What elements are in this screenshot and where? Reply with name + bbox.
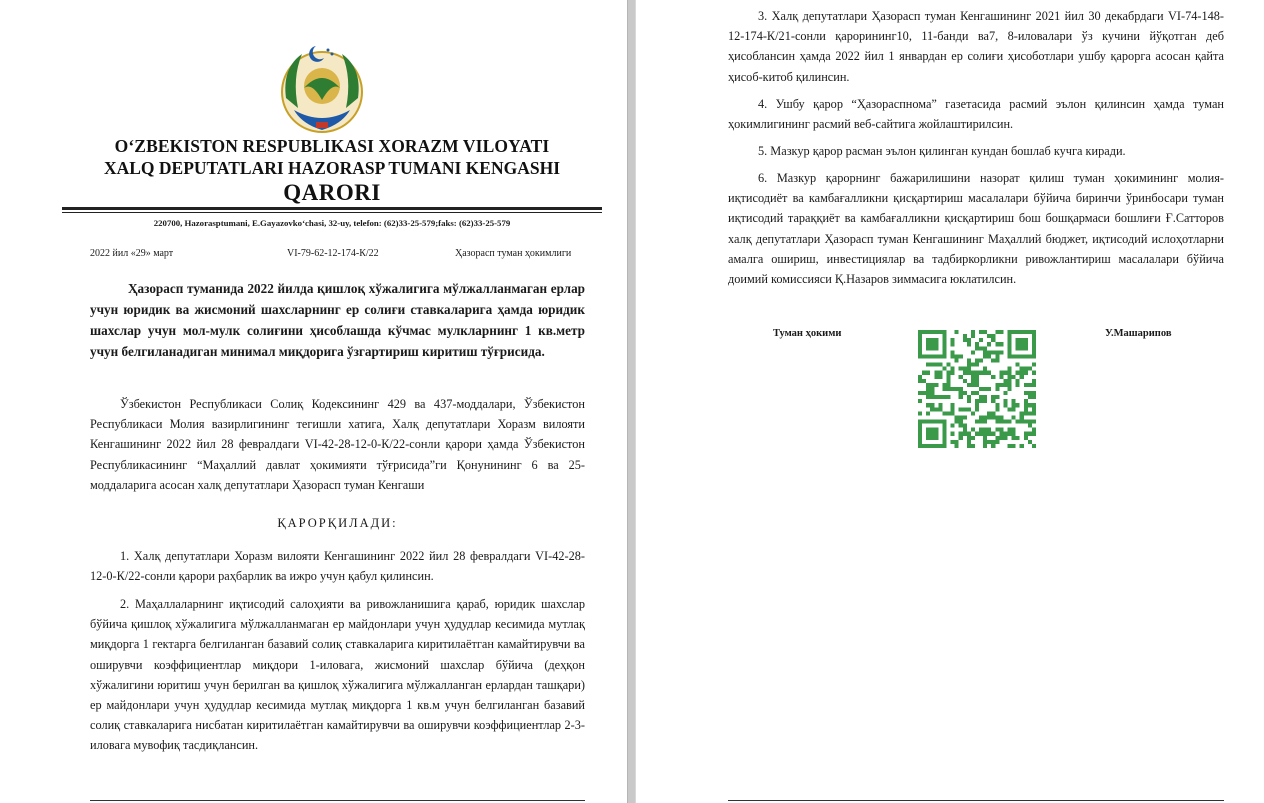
item-5-paragraph: 5. Мазкур қарор расман эълон қилинган кундан бошлаб кучга киради.: [758, 144, 1126, 158]
decision-number: VI-79-62-12-174-К/22: [287, 248, 379, 259]
header-divider: [62, 207, 602, 210]
document-page-right: [636, 0, 1264, 803]
item-1-paragraph: 1. Халқ депутатлари Хоразм вилояти Кенгашининг 2022 йил 28 февралдаги VI-42-28-12-0-К/22-сонли қарори раҳбарлик ва ижро учун қабул қилинсин.: [90, 549, 585, 584]
preamble-paragraph: Ўзбекистон Республикаси Солиқ Кодексининг 429 ва 437-моддалари, Ўзбекистон Республикаси Молия вазирлигининг тегишли хатига, Халқ депутатлари Хоразм вилояти Кенгашининг 2022 йил 28 февралдаги VI-42-28-12-0-К/22-сонли қарори ҳамда Ўзбекистон Республикасининг “Маҳаллий давлат ҳокимияти тўғрисида”ги Қонунининг 6 ва 25-моддаларига асосан халқ депутатлари Ҳазорасп туман Кенгаши: [90, 397, 585, 492]
item-6-paragraph: 6. Мазкур қарорнинг бажарилишини назорат қилиш туман ҳокимининг молия-иқтисодиёт ва камбағалликни қисқартириш масалалари бўйича биринчи ўринбосари туман иқтисодий тараққиёт ва камбағалликни қисқартириш бош бошқармаси бошлиғи Ғ.Сатторов халқ депутатлари Ҳазорасп туман Кенгашининг Маҳаллий бюджет, иқтисодий ислоҳотларни амалга ошириш, инвестициялар ва тадбиркорликни ривожлантириш масалалари бўйича доимий комиссияси Қ.Назаров зиммасига юклатилсин.: [728, 171, 1224, 287]
header-council: XALQ DEPUTATLARI HAZORASP TUMANI KENGASHI: [103, 158, 561, 178]
item-3-paragraph: 3. Халқ депутатлари Ҳазорасп туман Кенгашининг 2021 йил 30 декабрдаги VI-74-148-12-174-К/21-сонли қарорининг10, 11-банди ва7, 8-иловалари ўз кучини йўқотган деб ҳисоблансин ҳамда 2022 йил 1 январдан ер солиғи ҳисоботлари ушбу қарорга асосан қайта ҳисоб-китоб қилинсин.: [728, 9, 1224, 84]
signature-title: Туман ҳокими: [773, 328, 842, 339]
item-4-paragraph: 4. Ушбу қарор “Ҳазораспнома” газетасида расмий эълон қилинсин ҳамда туман ҳокимлигининг расмий веб-сайтига жойлаштирилсин.: [728, 97, 1224, 132]
page-gutter: [627, 0, 636, 803]
header-divider-thin: [62, 212, 602, 213]
header-decision: QARORI: [283, 180, 381, 205]
signature-name: У.Машарипов: [1105, 328, 1172, 339]
decision-place: Ҳазорасп туман ҳокимлиги: [455, 248, 572, 259]
item-2-paragraph: 2. Маҳаллаларнинг иқтисодий салоҳияти ва ривожланишига қараб, юридик шахслар бўйича қишлоқ хўжалигига мўлжалланмаган ер майдонлари учун ҳудудлар кесимида мутлақ миқдорга 1 гектарга белгиланган базавий солиқ ставкаларига киритилаётган камайтирувчи ва оширувчи коэффициентлар миқдори 1-иловага, жисмоний шахслар бўйича (деҳқон хўжалигини юритиш учун берилган ва қишлоқ хўжалигига мўлжалланган ерлардан ташқари) ер майдонлари учун ҳудудлар кесимида мутлақ миқдорга 1 кв.м учун белгиланган базавий солиқ ставкаларига нисбатан киритилаётган камайтирувчи ва оширувчи коэффициентлар 2-3-иловага мувофиқ тасдиқлансин.: [90, 597, 585, 753]
document-title: Ҳазорасп туманида 2022 йилда қишлоқ хўжалигига мўлжалланмаган ерлар учун юридик ва жисмоний шахсларнинг ер солиғи ставкаларига ҳамда юридик шахслар учун мол-мулк солиғини ҳисоблашда кўчмас мулкларнинг 1 кв.метр учун белгиланадиган минимал миқдорига ўзгартириш киритиш тўғрисида.: [90, 281, 585, 359]
decision-date: 2022 йил «29» март: [90, 248, 174, 259]
document-page-left: [0, 0, 627, 803]
header-republic: O‘ZBEKISTON RESPUBLIKASI XORAZM VILOYATI: [114, 136, 550, 156]
state-emblem-icon: [272, 38, 372, 138]
qr-code-icon: [918, 330, 1036, 448]
header-address: 220700, Hazorasptumani, E.Gayazovko‘chasi, 32-uy, telefon: (62)33-25-579;faks: (62)33-25-579: [153, 218, 511, 228]
footer-rule: [728, 800, 1224, 801]
footer-rule: [90, 800, 585, 801]
decides-heading: ҚАРОРҚИЛАДИ:: [277, 516, 398, 530]
